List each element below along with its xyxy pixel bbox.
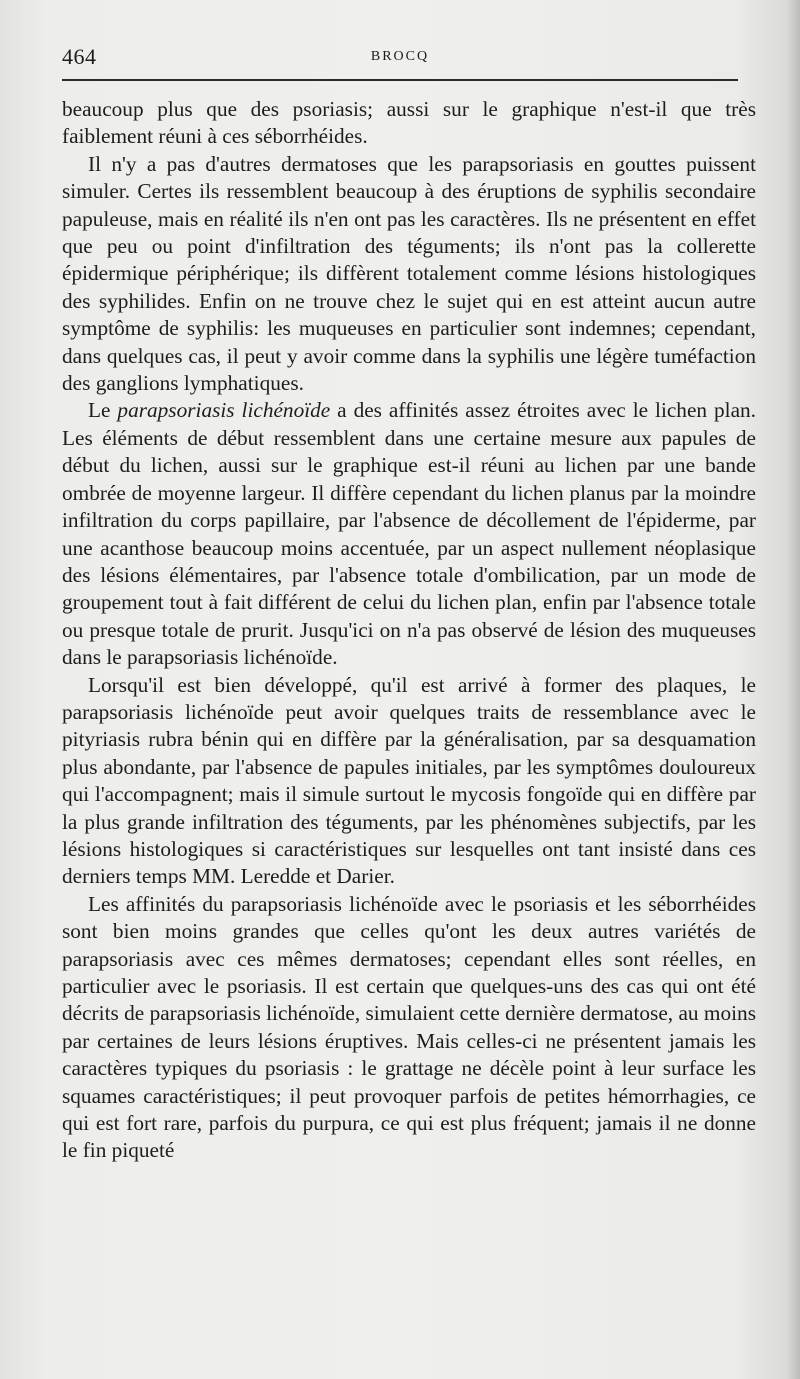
page-header [62, 44, 738, 74]
body-text [62, 96, 756, 1165]
italic-term: parapsoriasis lichénoïde [117, 398, 331, 423]
paragraph-3 [62, 397, 756, 671]
paragraph-4: Lorsqu'il est bien développé, qu'il est arrivé à former des plaques, le parapsoriasis lichénoïde peut avoir quelques traits de ressemblance avec le pityriasis rubra bénin qui en diffère par la généralisation, par sa desquamation plus abondante, par l'absence de papules initiales, par les symptômes douloureux qui l'accompagnent; mais il simule surtout le mycosis fongoïde qui en diffère par la plus grande infiltration des téguments, par les phénomènes subjectifs, par les lésions histologiques si caractéristiques sur lesquelles ont tant insisté dans ces derniers temps MM. Leredde et Darier. [62, 672, 756, 889]
running-head: BROCQ [370, 49, 430, 64]
paragraph-2: Il n'y a pas d'autres dermatoses que les parapsoriasis en gouttes puissent simuler. Certes ils ressemblent beaucoup à des éruptions de syphilis secondaire papuleuse, mais en réalité ils n'en ont pas les caractères. Ils ne présentent en effet que peu ou point d'infiltration des téguments; ils n'ont pas la collerette épidermique périphérique; ils diffèrent totalement comme lésions histologiques des syphilides. Enfin on ne trouve chez le sujet qui en est atteint aucun autre symptôme de syphilis: les muqueuses en particulier sont indemnes; cependant, dans quelques cas, il peut y avoir comme dans la syphilis une légère tuméfaction des ganglions lymphatiques. [62, 151, 756, 396]
header-rule [62, 79, 738, 81]
page-edge-shadow [786, 0, 800, 1379]
paragraph-1: beaucoup plus que des psoriasis; aussi sur le graphique n'est-il que très faiblement réuni à ces séborrhéides. [62, 97, 756, 149]
paragraph-3-text: a des affinités assez étroites avec le lichen plan. Les éléments de début ressemblent dans une certaine mesure aux papules de début du lichen, aussi sur le graphique est-il réuni au lichen par une bande ombrée de moyenne largeur. Il diffère cependant du lichen planus par la moindre infiltration du corps papillaire, par l'absence de décollement de l'épiderme, par une acanthose beaucoup moins accentuée, par un aspect nullement néoplasique des lésions élémentaires, par l'absence totale d'ombilication, par un mode de groupement tout à fait différent de celui du lichen plan, enfin par l'absence totale ou presque totale de prurit. Jusqu'ici on n'a pas observé de lésion des muqueuses dans le parapsoriasis lichénoïde. [62, 398, 756, 670]
paragraph-3-lead: Le [88, 398, 118, 423]
paragraph-5: Les affinités du parapsoriasis lichénoïde avec le psoriasis et les séborrhéides sont bien moins grandes que celles qu'ont les deux autres variétés de parapsoriasis avec ces mêmes dermatoses; cependant elles sont réelles, en particulier avec le psoriasis. Il est certain que quelques-uns des cas qui ont été décrits de parapsoriasis lichénoïde, simulaient cette dernière dermatose, au moins par certaines de leurs lésions éruptives. Mais celles-ci ne présentent jamais les caractères typiques du psoriasis : le grattage ne décèle point à leur surface les squames caractéristiques; il peut provoquer parfois de petites hémorrhagies, ce qui est fort rare, parfois du purpura, ce qui est plus fréquent; jamais il ne donne le fin piqueté [62, 891, 756, 1163]
page-number: 464 [62, 44, 97, 69]
